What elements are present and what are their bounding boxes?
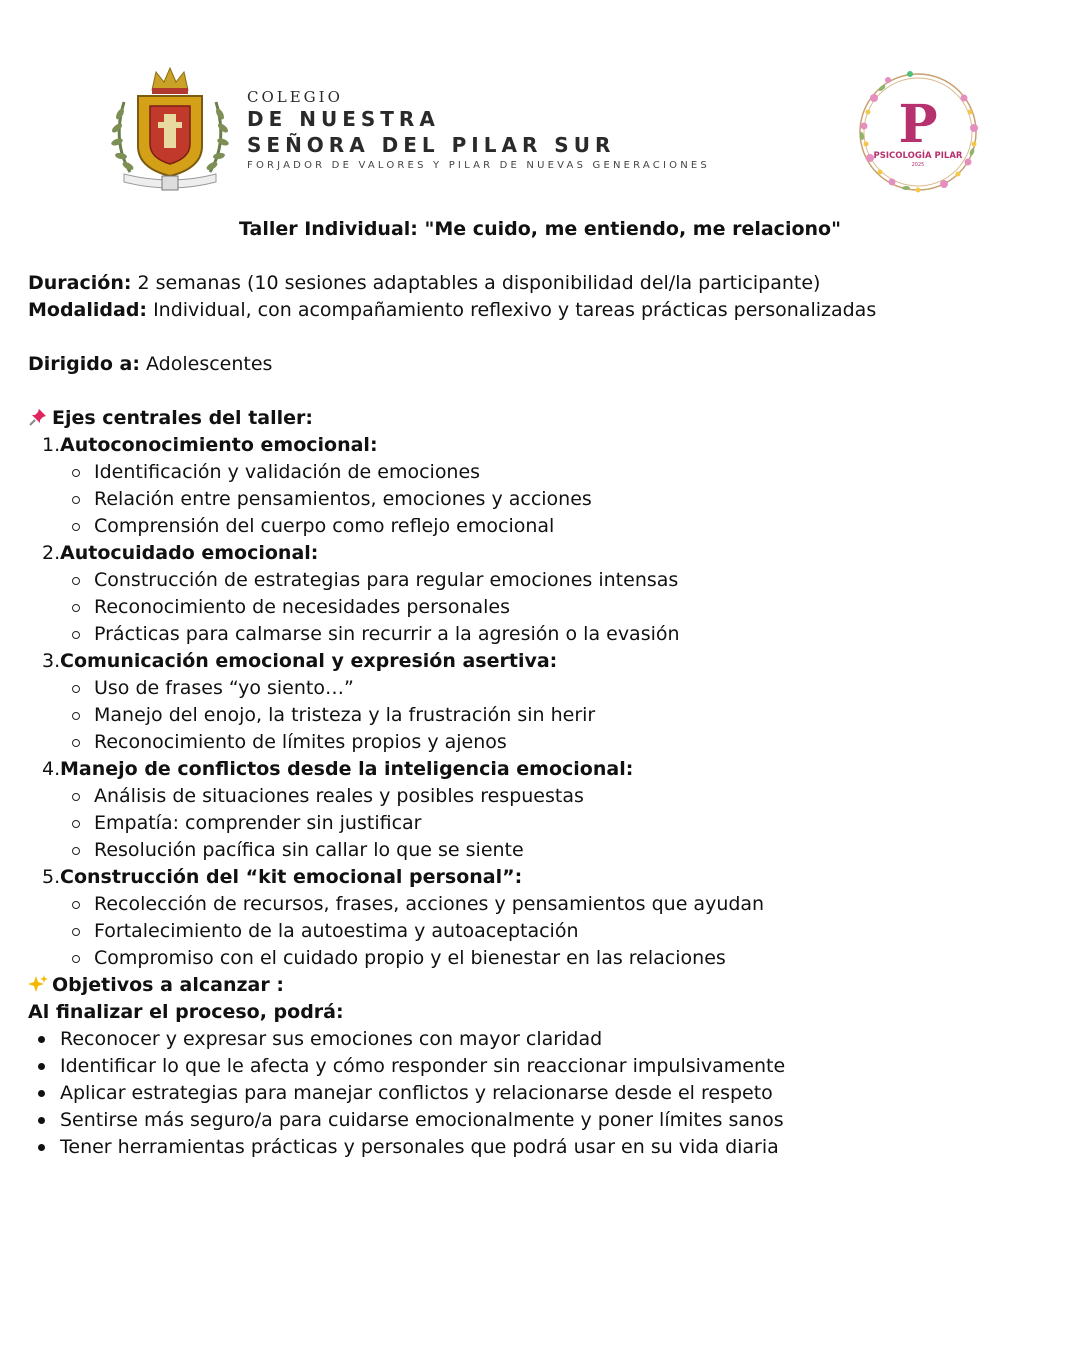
circle-bullet-icon bbox=[72, 739, 80, 747]
eje-subitem-text: Construcción de estrategias para regular emociones intensas bbox=[94, 569, 679, 591]
objetivos-intro-text: Al finalizar el proceso, podrá: bbox=[28, 1001, 344, 1023]
school-name-line2: DE NUESTRA bbox=[247, 107, 440, 131]
school-name-line1: COLEGIO bbox=[247, 88, 343, 106]
objetivo-item bbox=[28, 1053, 1058, 1080]
school-crest-logo bbox=[108, 62, 232, 194]
eje-item bbox=[28, 540, 1058, 567]
school-name-block bbox=[247, 88, 710, 171]
eje-subitem-text: Fortalecimiento de la autoestima y autoaceptación bbox=[94, 920, 579, 942]
eje-subitem-text: Identificación y validación de emociones bbox=[94, 461, 481, 483]
eje-subitem-text: Comprensión del cuerpo como reflejo emocional bbox=[94, 515, 555, 537]
eje-subitem bbox=[28, 459, 1058, 486]
eje-subitem bbox=[28, 675, 1058, 702]
circle-bullet-icon bbox=[72, 901, 80, 909]
eje-subitem bbox=[28, 891, 1058, 918]
circle-bullet-icon bbox=[72, 685, 80, 693]
ejes-list bbox=[28, 432, 1058, 972]
circle-bullet-icon bbox=[72, 631, 80, 639]
circle-bullet-icon bbox=[72, 793, 80, 801]
eje-subitem-text: Manejo del enojo, la tristeza y la frustración sin herir bbox=[94, 704, 596, 726]
eje-number: 1. bbox=[42, 434, 61, 456]
duracion-label: Duración: bbox=[28, 272, 132, 294]
bullet-dot-icon bbox=[38, 1090, 45, 1097]
bullet-dot-icon bbox=[38, 1036, 45, 1043]
eje-subitem bbox=[28, 783, 1058, 810]
document-body bbox=[28, 270, 1058, 1161]
objetivos-heading-text: Objetivos a alcanzar : bbox=[52, 974, 284, 996]
eje-number: 4. bbox=[42, 758, 61, 780]
circle-bullet-icon bbox=[72, 523, 80, 531]
circle-bullet-icon bbox=[72, 496, 80, 504]
duracion-line bbox=[28, 270, 1058, 297]
eje-subitem-text: Prácticas para calmarse sin recurrir a la agresión o la evasión bbox=[94, 623, 680, 645]
circle-bullet-icon bbox=[72, 577, 80, 585]
eje-subitem bbox=[28, 918, 1058, 945]
objetivo-item bbox=[28, 1134, 1058, 1161]
page-title: Taller Individual: "Me cuido, me entiendo, me relaciono" bbox=[238, 218, 841, 240]
eje-subitem bbox=[28, 810, 1058, 837]
eje-item bbox=[28, 648, 1058, 675]
eje-subitem bbox=[28, 729, 1058, 756]
objetivo-item bbox=[28, 1107, 1058, 1134]
bullet-dot-icon bbox=[38, 1144, 45, 1151]
eje-title: Construcción del “kit emocional personal”: bbox=[60, 866, 523, 888]
eje-title: Autoconocimiento emocional: bbox=[60, 434, 378, 456]
objetivo-item bbox=[28, 1026, 1058, 1053]
school-name-line3: SEÑORA DEL PILAR SUR bbox=[247, 133, 616, 157]
eje-subitem bbox=[28, 702, 1058, 729]
circle-bullet-icon bbox=[72, 712, 80, 720]
eje-subitem-text: Reconocimiento de necesidades personales bbox=[94, 596, 510, 618]
ejes-heading bbox=[28, 405, 1058, 432]
eje-subitem bbox=[28, 594, 1058, 621]
duracion-value: 2 semanas (10 sesiones adaptables a disponibilidad del/la participante) bbox=[131, 272, 821, 294]
circle-bullet-icon bbox=[72, 928, 80, 936]
ejes-heading-text: Ejes centrales del taller: bbox=[52, 407, 313, 429]
objetivo-text: Tener herramientas prácticas y personales que podrá usar en su vida diaria bbox=[60, 1136, 779, 1158]
circle-bullet-icon bbox=[72, 955, 80, 963]
circle-bullet-icon bbox=[72, 604, 80, 612]
eje-subitem bbox=[28, 513, 1058, 540]
logo-letter: P bbox=[898, 94, 938, 155]
pushpin-icon bbox=[28, 407, 48, 427]
eje-item bbox=[28, 864, 1058, 891]
modalidad-value: Individual, con acompañamiento reflexivo y tareas prácticas personalizadas bbox=[147, 299, 877, 321]
logo-text: PSICOLOGÍA PILAR bbox=[873, 151, 963, 161]
objetivos-intro bbox=[28, 999, 1058, 1026]
modalidad-line bbox=[28, 297, 1058, 324]
eje-subitem-text: Análisis de situaciones reales y posibles respuestas bbox=[94, 785, 584, 807]
objetivo-text: Identificar lo que le afecta y cómo responder sin reaccionar impulsivamente bbox=[60, 1055, 786, 1077]
eje-subitem bbox=[28, 567, 1058, 594]
psicologia-pilar-logo bbox=[848, 66, 988, 198]
eje-subitem-text: Uso de frases “yo siento…” bbox=[94, 677, 354, 699]
dirigido-line bbox=[28, 351, 1058, 378]
circle-bullet-icon bbox=[72, 469, 80, 477]
objetivos-heading bbox=[28, 972, 1058, 999]
eje-title: Manejo de conflictos desde la inteligencia emocional: bbox=[60, 758, 634, 780]
dirigido-value: Adolescentes bbox=[139, 353, 273, 375]
school-motto: FORJADOR DE VALORES Y PILAR DE NUEVAS GENERACIONES bbox=[247, 160, 710, 171]
eje-subitem-text: Recolección de recursos, frases, acciones y pensamientos que ayudan bbox=[94, 893, 765, 915]
eje-number: 5. bbox=[42, 866, 61, 888]
eje-subitem bbox=[28, 837, 1058, 864]
eje-subitem bbox=[28, 486, 1058, 513]
eje-subitem-text: Compromiso con el cuidado propio y el bienestar en las relaciones bbox=[94, 947, 726, 969]
dirigido-label: Dirigido a: bbox=[28, 353, 140, 375]
eje-title: Autocuidado emocional: bbox=[60, 542, 319, 564]
objetivo-item bbox=[28, 1080, 1058, 1107]
eje-item bbox=[28, 756, 1058, 783]
bullet-dot-icon bbox=[38, 1063, 45, 1070]
eje-subitem bbox=[28, 621, 1058, 648]
bullet-dot-icon bbox=[38, 1117, 45, 1124]
eje-subitem-text: Relación entre pensamientos, emociones y acciones bbox=[94, 488, 592, 510]
eje-subitem bbox=[28, 945, 1058, 972]
objetivos-list bbox=[28, 1026, 1058, 1161]
logo-year: 2025 bbox=[911, 162, 925, 168]
circle-bullet-icon bbox=[72, 847, 80, 855]
sparkles-icon bbox=[28, 974, 48, 994]
eje-subitem-text: Empatía: comprender sin justificar bbox=[94, 812, 422, 834]
modalidad-label: Modalidad: bbox=[28, 299, 148, 321]
objetivo-text: Aplicar estrategias para manejar conflictos y relacionarse desde el respeto bbox=[60, 1082, 773, 1104]
eje-item bbox=[28, 432, 1058, 459]
eje-subitem-text: Reconocimiento de límites propios y ajenos bbox=[94, 731, 507, 753]
eje-title: Comunicación emocional y expresión asertiva: bbox=[60, 650, 558, 672]
eje-number: 2. bbox=[42, 542, 61, 564]
objetivo-text: Sentirse más seguro/a para cuidarse emocionalmente y poner límites sanos bbox=[60, 1109, 784, 1131]
eje-subitem-text: Resolución pacífica sin callar lo que se siente bbox=[94, 839, 524, 861]
header bbox=[0, 0, 1080, 205]
objetivo-text: Reconocer y expresar sus emociones con mayor claridad bbox=[60, 1028, 603, 1050]
circle-bullet-icon bbox=[72, 820, 80, 828]
eje-number: 3. bbox=[42, 650, 61, 672]
